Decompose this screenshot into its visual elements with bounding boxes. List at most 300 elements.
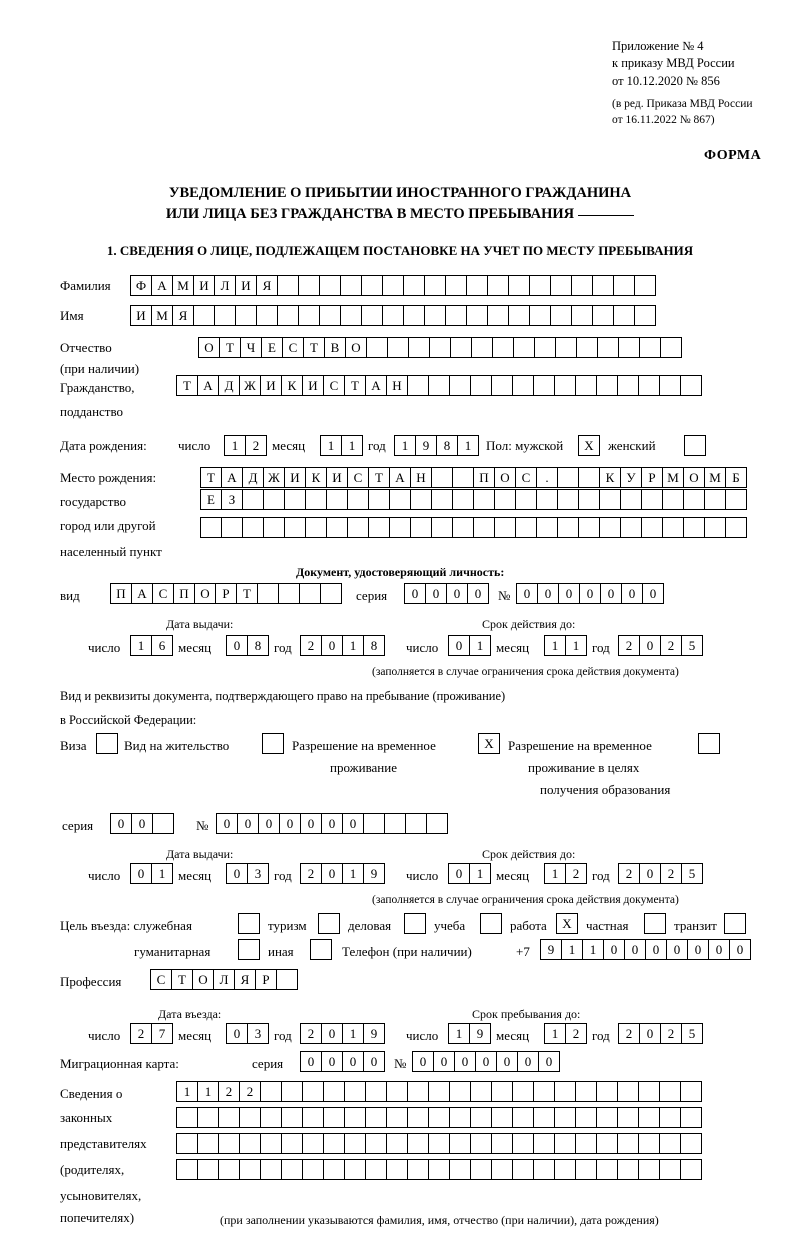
cell[interactable]: Т [236,583,258,604]
cell[interactable] [302,1133,324,1154]
cell[interactable]: 1 [457,435,479,456]
permit-issue-day-cells[interactable] [130,863,172,884]
cell[interactable]: . [536,467,558,488]
cell[interactable] [305,489,327,510]
cell[interactable]: 0 [639,1023,661,1044]
cell[interactable]: 1 [582,939,604,960]
cell[interactable] [638,1159,660,1180]
cell[interactable]: 1 [224,435,246,456]
cell[interactable] [641,489,663,510]
cell[interactable] [426,813,448,834]
birth-day-cells[interactable] [224,435,266,456]
cell[interactable] [575,1081,597,1102]
cell[interactable] [361,305,383,326]
cell[interactable]: 2 [300,863,322,884]
cell[interactable] [363,813,385,834]
cell[interactable]: Л [214,275,236,296]
cell[interactable] [578,467,600,488]
cell[interactable]: 2 [239,1081,261,1102]
cell[interactable] [554,1081,576,1102]
cell[interactable] [176,1107,198,1128]
cell[interactable] [508,275,530,296]
sex-female-checkbox[interactable] [684,435,705,456]
cell[interactable] [494,517,516,538]
cell[interactable] [386,1107,408,1128]
cell[interactable]: 0 [600,583,622,604]
cell[interactable]: 0 [412,1051,434,1072]
cell[interactable]: 0 [538,1051,560,1072]
cell[interactable]: 0 [404,583,426,604]
cell[interactable] [471,337,493,358]
cell[interactable]: И [302,375,324,396]
patronymic-cells[interactable] [198,337,681,358]
cell[interactable] [410,517,432,538]
cell[interactable] [361,275,383,296]
cell[interactable] [554,1107,576,1128]
cell[interactable] [680,1081,702,1102]
cell[interactable]: А [197,375,219,396]
cell[interactable]: Р [215,583,237,604]
cell[interactable] [382,305,404,326]
cell[interactable] [365,1159,387,1180]
cell[interactable]: 0 [448,863,470,884]
permit-issue-year-cells[interactable] [300,863,384,884]
cell[interactable]: 0 [300,1051,322,1072]
cell[interactable] [366,337,388,358]
cell[interactable] [470,375,492,396]
cell[interactable] [449,1159,471,1180]
cell[interactable] [557,517,579,538]
stay-year-cells[interactable] [618,1023,702,1044]
purpose-study-checkbox[interactable] [480,913,501,934]
cell[interactable] [617,1133,639,1154]
cell[interactable] [403,305,425,326]
cell[interactable]: М [172,275,194,296]
cell[interactable] [470,1133,492,1154]
cell[interactable]: Ф [130,275,152,296]
purpose-business-checkbox[interactable] [404,913,425,934]
cell[interactable] [263,489,285,510]
temp-residence-checkbox[interactable] [478,733,499,754]
cell[interactable] [239,1107,261,1128]
cell[interactable] [596,1159,618,1180]
cell[interactable] [662,489,684,510]
cell[interactable]: 5 [681,635,703,656]
cell[interactable] [323,1107,345,1128]
cell[interactable] [599,517,621,538]
cell[interactable] [449,1107,471,1128]
cell[interactable] [431,467,453,488]
cell[interactable] [387,337,409,358]
cell[interactable] [318,913,340,934]
cell[interactable] [473,517,495,538]
cell[interactable]: О [345,337,367,358]
entry-month-cells[interactable] [226,1023,268,1044]
birth-year-cells[interactable] [394,435,478,456]
cell[interactable] [515,489,537,510]
cell[interactable] [386,1081,408,1102]
cell[interactable] [660,337,682,358]
cell[interactable] [340,275,362,296]
cell[interactable] [613,275,635,296]
cell[interactable] [260,1133,282,1154]
cell[interactable] [513,337,535,358]
cell[interactable]: 1 [197,1081,219,1102]
cell[interactable] [698,733,720,754]
cell[interactable]: И [260,375,282,396]
cell[interactable] [96,733,118,754]
cell[interactable]: 0 [131,813,153,834]
cell[interactable] [554,1133,576,1154]
cell[interactable] [302,1159,324,1180]
cell[interactable]: 2 [660,1023,682,1044]
cell[interactable]: 0 [446,583,468,604]
cell[interactable]: Я [256,275,278,296]
cell[interactable] [193,305,215,326]
cell[interactable] [326,517,348,538]
cell[interactable]: 1 [176,1081,198,1102]
cell[interactable]: 7 [151,1023,173,1044]
cell[interactable] [491,1133,513,1154]
cell[interactable] [725,517,747,538]
cell[interactable] [221,517,243,538]
cell[interactable] [683,489,705,510]
cell[interactable]: 0 [624,939,646,960]
cell[interactable] [680,1159,702,1180]
cell[interactable]: 0 [467,583,489,604]
cell[interactable]: Д [242,467,264,488]
cell[interactable] [550,275,572,296]
cell[interactable]: 1 [342,863,364,884]
cell[interactable] [281,1159,303,1180]
cell[interactable]: 0 [342,1051,364,1072]
cell[interactable] [431,489,453,510]
cell[interactable]: А [151,275,173,296]
cell[interactable]: 0 [321,635,343,656]
valid-month-cells[interactable] [544,635,586,656]
cell[interactable] [257,583,279,604]
cell[interactable] [407,1159,429,1180]
cell[interactable] [344,1133,366,1154]
cell[interactable]: 1 [130,635,152,656]
cell[interactable] [424,305,446,326]
cell[interactable] [634,275,656,296]
cell[interactable] [428,1107,450,1128]
name-cells[interactable] [130,305,655,326]
cell[interactable] [596,1081,618,1102]
cell[interactable] [407,1107,429,1128]
cell[interactable] [256,305,278,326]
cell[interactable]: О [192,969,214,990]
cell[interactable]: 9 [415,435,437,456]
cell[interactable] [449,1133,471,1154]
cell[interactable] [662,517,684,538]
cell[interactable] [407,1081,429,1102]
cell[interactable] [242,517,264,538]
cell[interactable]: 0 [216,813,238,834]
cell[interactable] [235,305,257,326]
cell[interactable] [491,1107,513,1128]
cell[interactable]: 1 [561,939,583,960]
cell[interactable] [200,517,222,538]
cell[interactable]: И [193,275,215,296]
cell[interactable] [323,1081,345,1102]
cell[interactable]: 1 [394,435,416,456]
cell[interactable] [515,517,537,538]
cell[interactable] [326,489,348,510]
profession-cells[interactable] [150,969,297,990]
cell[interactable] [599,489,621,510]
cell[interactable]: Т [219,337,241,358]
cell[interactable] [704,517,726,538]
cell[interactable]: З [221,489,243,510]
cell[interactable] [365,1133,387,1154]
cell[interactable] [218,1133,240,1154]
cell[interactable] [197,1133,219,1154]
cell[interactable]: 2 [130,1023,152,1044]
cell[interactable] [428,1081,450,1102]
cell[interactable] [344,1081,366,1102]
cell[interactable]: 2 [245,435,267,456]
cell[interactable] [404,913,426,934]
cell[interactable] [386,1133,408,1154]
cell[interactable] [529,275,551,296]
cell[interactable] [368,489,390,510]
cell[interactable] [281,1133,303,1154]
cell[interactable] [239,1159,261,1180]
cell[interactable] [480,913,502,934]
cell[interactable]: 0 [258,813,280,834]
sex-male-checkbox[interactable] [578,435,599,456]
cell[interactable]: 1 [342,635,364,656]
cell[interactable]: П [173,583,195,604]
cell[interactable]: X [578,435,600,456]
cell[interactable] [634,305,656,326]
purpose-humanitarian-checkbox[interactable] [238,939,259,960]
cell[interactable] [491,1081,513,1102]
cell[interactable]: Я [234,969,256,990]
cell[interactable]: 1 [565,635,587,656]
cell[interactable] [263,517,285,538]
valid-year-cells[interactable] [618,635,702,656]
cell[interactable]: А [131,583,153,604]
phone-cells[interactable] [540,939,750,960]
valid-day-cells[interactable] [448,635,490,656]
permit-issue-month-cells[interactable] [226,863,268,884]
cell[interactable]: 0 [110,813,132,834]
cell[interactable] [725,489,747,510]
cell[interactable] [299,583,321,604]
cell[interactable] [323,1159,345,1180]
cell[interactable] [389,489,411,510]
cell[interactable] [384,813,406,834]
cell[interactable] [557,489,579,510]
cell[interactable]: 0 [496,1051,518,1072]
birthplace-state-cells[interactable] [200,467,746,488]
cell[interactable]: У [620,467,642,488]
cell[interactable]: 0 [321,863,343,884]
cell[interactable] [238,913,260,934]
birth-month-cells[interactable] [320,435,362,456]
cell[interactable]: С [515,467,537,488]
cell[interactable]: 0 [645,939,667,960]
entry-day-cells[interactable] [130,1023,172,1044]
cell[interactable] [533,1081,555,1102]
migration-card-series-cells[interactable] [300,1051,384,1072]
cell[interactable]: 0 [226,635,248,656]
edu-residence-checkbox[interactable] [698,733,719,754]
cell[interactable]: 8 [363,635,385,656]
cell[interactable] [260,1107,282,1128]
cell[interactable]: Н [386,375,408,396]
cell[interactable] [319,305,341,326]
cell[interactable] [555,337,577,358]
cell[interactable] [281,1107,303,1128]
cell[interactable]: Ж [239,375,261,396]
cell[interactable]: 0 [639,635,661,656]
cell[interactable] [680,1107,702,1128]
cell[interactable]: 0 [558,583,580,604]
cell[interactable] [512,1107,534,1128]
cell[interactable]: 9 [363,1023,385,1044]
purpose-private-checkbox[interactable] [644,913,665,934]
stay-month-cells[interactable] [544,1023,586,1044]
cell[interactable]: С [282,337,304,358]
residence-checkbox[interactable] [262,733,283,754]
cell[interactable]: 6 [151,635,173,656]
cell[interactable] [638,1107,660,1128]
cell[interactable] [575,375,597,396]
cell[interactable] [452,517,474,538]
cell[interactable] [597,337,619,358]
cell[interactable] [512,1081,534,1102]
surname-cells[interactable] [130,275,655,296]
cell[interactable]: 0 [666,939,688,960]
cell[interactable] [431,517,453,538]
cell[interactable] [428,1133,450,1154]
cell[interactable] [319,275,341,296]
cell[interactable] [596,1107,618,1128]
cell[interactable] [571,275,593,296]
cell[interactable] [152,813,174,834]
cell[interactable] [550,305,572,326]
cell[interactable]: 1 [320,435,342,456]
cell[interactable] [470,1081,492,1102]
cell[interactable] [596,375,618,396]
cell[interactable] [592,305,614,326]
cell[interactable]: X [556,913,578,934]
cell[interactable] [365,1107,387,1128]
cell[interactable]: 0 [226,863,248,884]
cell[interactable] [382,275,404,296]
cell[interactable] [659,1133,681,1154]
permit-series-cells[interactable] [110,813,173,834]
cell[interactable] [644,913,666,934]
cell[interactable]: 0 [621,583,643,604]
cell[interactable]: О [494,467,516,488]
cell[interactable] [683,517,705,538]
cell[interactable]: К [599,467,621,488]
cell[interactable] [347,489,369,510]
cell[interactable]: М [704,467,726,488]
visa-checkbox[interactable] [96,733,117,754]
purpose-tourism-checkbox[interactable] [318,913,339,934]
cell[interactable] [659,1107,681,1128]
cell[interactable]: А [365,375,387,396]
cell[interactable] [407,375,429,396]
issue-day-cells[interactable] [130,635,172,656]
cell[interactable] [298,305,320,326]
cell[interactable]: Б [725,467,747,488]
permit-valid-month-cells[interactable] [544,863,586,884]
cell[interactable]: Т [344,375,366,396]
cell[interactable] [638,375,660,396]
cell[interactable] [491,1159,513,1180]
purpose-official-checkbox[interactable] [238,913,259,934]
cell[interactable]: 1 [544,635,566,656]
cell[interactable]: 0 [579,583,601,604]
cell[interactable] [197,1107,219,1128]
entry-year-cells[interactable] [300,1023,384,1044]
cell[interactable]: Я [172,305,194,326]
cell[interactable]: Л [213,969,235,990]
cell[interactable]: И [326,467,348,488]
cell[interactable]: 3 [247,863,269,884]
cell[interactable] [277,305,299,326]
doc-series-cells[interactable] [404,583,488,604]
cell[interactable] [445,275,467,296]
cell[interactable] [659,1081,681,1102]
cell[interactable]: 1 [341,435,363,456]
cell[interactable] [554,1159,576,1180]
cell[interactable]: 2 [660,635,682,656]
cell[interactable] [704,489,726,510]
cell[interactable]: 8 [436,435,458,456]
cell[interactable] [410,489,432,510]
cell[interactable] [284,517,306,538]
cell[interactable]: Е [261,337,283,358]
cell[interactable] [470,1107,492,1128]
cell[interactable]: Р [255,969,277,990]
cell[interactable] [428,375,450,396]
cell[interactable] [260,1081,282,1102]
cell[interactable]: 0 [729,939,751,960]
cell[interactable]: Т [171,969,193,990]
cell[interactable] [724,913,746,934]
legal-rep-row-3[interactable] [176,1133,701,1154]
cell[interactable] [281,1081,303,1102]
cell[interactable] [344,1159,366,1180]
cell[interactable] [512,375,534,396]
cell[interactable] [638,1081,660,1102]
cell[interactable]: 2 [565,1023,587,1044]
cell[interactable] [620,517,642,538]
cell[interactable]: 1 [469,635,491,656]
cell[interactable]: 0 [300,813,322,834]
cell[interactable] [450,337,472,358]
cell[interactable]: А [389,467,411,488]
cell[interactable] [536,517,558,538]
cell[interactable] [320,583,342,604]
cell[interactable] [365,1081,387,1102]
cell[interactable]: С [150,969,172,990]
cell[interactable] [617,1159,639,1180]
cell[interactable] [487,305,509,326]
cell[interactable] [529,305,551,326]
cell[interactable] [260,1159,282,1180]
cell[interactable] [680,375,702,396]
cell[interactable] [533,375,555,396]
